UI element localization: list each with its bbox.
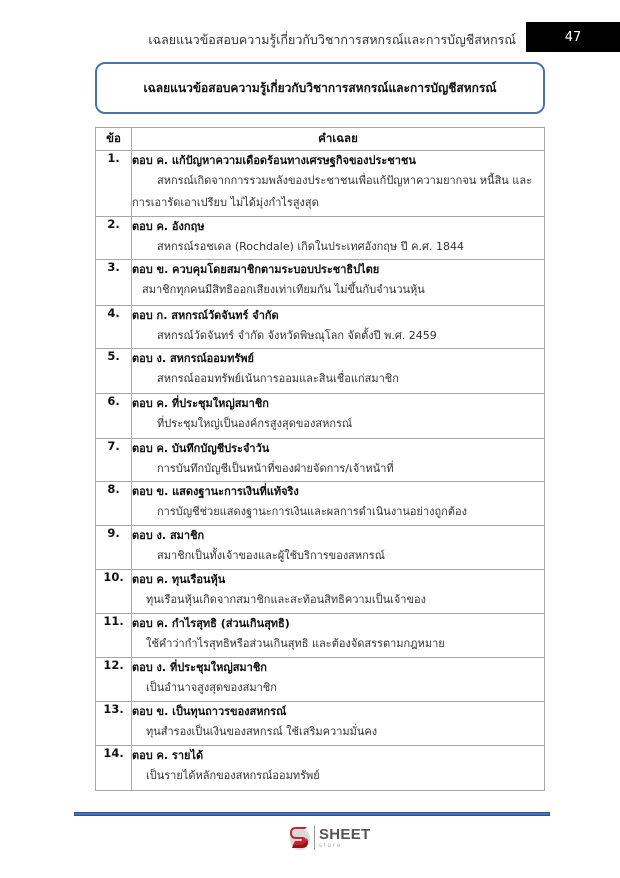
logo-subword: store <box>319 843 343 849</box>
answer-choice: ตอบ ข. แสดงฐานะการเงินที่แท้จริง <box>132 485 299 498</box>
answer-choice: ตอบ ค. รายได้ <box>132 749 204 762</box>
answer-explanation: ทุนสำรองเป็นเงินของสหกรณ์ ใช้เสริมความมั่นคง <box>146 725 378 738</box>
table-row <box>96 260 545 306</box>
answer-choice: ตอบ ง. ที่ประชุมใหญ่สมาชิก <box>132 661 267 674</box>
answer-cell <box>132 151 545 217</box>
sheet-store-s-icon <box>289 825 311 851</box>
question-number: 12. <box>96 658 132 702</box>
question-number: 10. <box>96 570 132 614</box>
answer-explanation: สหกรณ์วัดจันทร์ จำกัด จังหวัดพิษณุโลก จัดตั้งปี พ.ศ. 2459 <box>157 329 437 342</box>
question-number: 4. <box>96 306 132 349</box>
answer-explanation: สหกรณ์เกิดจากการรวมพลังของประชาชนเพื่อแก้ปัญหาความยากจน หนี้สิน และการเอารัดเอาเปรียบ ไม่ได้มุ่งกำไรสูงสุด <box>132 174 533 209</box>
answer-explanation: ใช้คำว่ากำไรสุทธิหรือส่วนเกินสุทธิ และต้องจัดสรรตามกฎหมาย <box>146 637 445 650</box>
answer-cell <box>132 658 545 702</box>
answer-cell <box>132 217 545 260</box>
table-row <box>96 439 545 482</box>
answer-cell <box>132 260 545 306</box>
table-header-row <box>96 128 545 151</box>
table-row <box>96 306 545 349</box>
answer-cell <box>132 526 545 570</box>
answer-cell <box>132 614 545 658</box>
question-number: 6. <box>96 394 132 439</box>
page-number: 47 <box>526 22 620 52</box>
table-row <box>96 570 545 614</box>
answer-explanation: สหกรณ์ออมทรัพย์เน้นการออมและสินเชื่อแก่สมาชิก <box>157 372 399 385</box>
table-row <box>96 526 545 570</box>
running-header-title: เฉลยแนวข้อสอบความรู้เกี่ยวกับวิชาการสหกรณ์และการบัญชีสหกรณ์ <box>148 32 516 47</box>
answer-cell <box>132 306 545 349</box>
question-number: 5. <box>96 349 132 394</box>
column-header-number: ข้อ <box>96 128 132 151</box>
answer-choice: ตอบ ง. สมาชิก <box>132 529 205 542</box>
table-row <box>96 151 545 217</box>
question-number: 9. <box>96 526 132 570</box>
answer-choice: ตอบ ค. กำไรสุทธิ (ส่วนเกินสุทธิ) <box>132 617 290 630</box>
table-row <box>96 217 545 260</box>
footer-divider <box>74 812 550 816</box>
table-row <box>96 658 545 702</box>
answer-explanation: ที่ประชุมใหญ่เป็นองค์กรสูงสุดของสหกรณ์ <box>157 417 353 430</box>
table-row <box>96 482 545 526</box>
answer-explanation: ทุนเรือนหุ้นเกิดจากสมาชิกและสะท้อนสิทธิความเป็นเจ้าของ <box>146 593 426 606</box>
question-number: 3. <box>96 260 132 306</box>
question-number: 7. <box>96 439 132 482</box>
column-header-answer: คำเฉลย <box>132 128 545 151</box>
answer-cell <box>132 570 545 614</box>
title-box <box>95 62 545 114</box>
logo-text <box>319 827 371 849</box>
answer-explanation: สมาชิกเป็นทั้งเจ้าของและผู้ใช้บริการของสหกรณ์ <box>157 549 385 562</box>
answer-explanation: สมาชิกทุกคนมีสิทธิออกเสียงเท่าเทียมกัน ไม่ขึ้นกับจำนวนหุ้น <box>142 283 425 296</box>
question-number: 14. <box>96 746 132 791</box>
answer-cell <box>132 394 545 439</box>
answer-explanation: การบัญชีช่วยแสดงฐานะการเงินและผลการดำเนินงานอย่างถูกต้อง <box>157 505 467 518</box>
table-row <box>96 349 545 394</box>
answer-explanation: การบันทึกบัญชีเป็นหน้าที่ของฝ่ายจัดการ/เจ้าหน้าที่ <box>157 462 394 475</box>
question-number: 1. <box>96 151 132 217</box>
answer-choice: ตอบ ค. ทุนเรือนหุ้น <box>132 573 226 586</box>
table-row <box>96 746 545 791</box>
answer-cell <box>132 702 545 746</box>
sheet-store-logo <box>289 823 371 853</box>
table-row <box>96 614 545 658</box>
answer-choice: ตอบ ง. สหกรณ์ออมทรัพย์ <box>132 352 254 365</box>
answer-choice: ตอบ ข. ควบคุมโดยสมาชิกตามระบอบประชาธิปไตย <box>132 263 380 276</box>
answer-cell <box>132 746 545 791</box>
logo-separator <box>314 826 315 850</box>
question-number: 13. <box>96 702 132 746</box>
question-number: 11. <box>96 614 132 658</box>
answer-choice: ตอบ ก. สหกรณ์วัดจันทร์ จำกัด <box>132 309 279 322</box>
answer-explanation: สหกรณ์รอชเดล (Rochdale) เกิดในประเทศอังกฤษ ปี ค.ศ. 1844 <box>157 240 464 253</box>
document-title: เฉลยแนวข้อสอบความรู้เกี่ยวกับวิชาการสหกรณ์และการบัญชีสหกรณ์ <box>143 80 497 95</box>
table-row <box>96 702 545 746</box>
answer-choice: ตอบ ข. เป็นทุนถาวรของสหกรณ์ <box>132 705 287 718</box>
answer-choice: ตอบ ค. บันทึกบัญชีประจำวัน <box>132 442 270 455</box>
answer-cell <box>132 482 545 526</box>
question-number: 2. <box>96 217 132 260</box>
table-row <box>96 394 545 439</box>
question-number: 8. <box>96 482 132 526</box>
answer-explanation: เป็นรายได้หลักของสหกรณ์ออมทรัพย์ <box>146 769 320 782</box>
answer-choice: ตอบ ค. แก้ปัญหาความเดือดร้อนทางเศรษฐกิจของประชาชน <box>132 154 416 167</box>
answer-choice: ตอบ ค. อังกฤษ <box>132 220 205 233</box>
answer-choice: ตอบ ค. ที่ประชุมใหญ่สมาชิก <box>132 397 269 410</box>
answer-cell <box>132 439 545 482</box>
logo-word: SHEET <box>319 826 371 843</box>
answer-table <box>95 127 545 791</box>
answer-cell <box>132 349 545 394</box>
answer-explanation: เป็นอำนาจสูงสุดของสมาชิก <box>146 681 277 694</box>
